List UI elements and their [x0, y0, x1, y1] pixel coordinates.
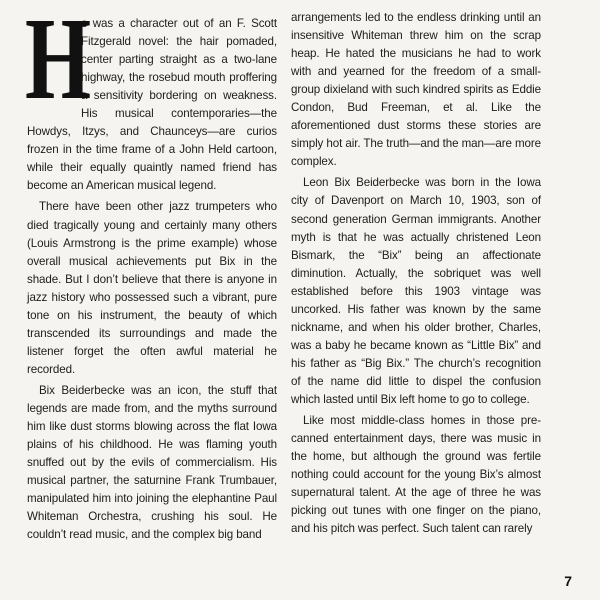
- paragraph: Leon Bix Beiderbecke was born in the Iowa city of Davenport on March 10, 1903, son of second generation German immigrants. Another myth is that he was actually christened Leon Bismark, the “Bix” being an affectionate diminution. Actually, the sobriquet was well established before this 1903 vintage was uncorked. His father was known by the same nickname, and when his older brother, Charles, was a baby he became known as “Little Bix” and his father as “Big Bix.” The church’s recognition of the name did little to dispel the confusion which lasted until Bix left home to go to college.: [291, 176, 541, 406]
- paragraph: arrangements led to the endless drinking until an insensitive Whiteman threw him on the scrap heap. He hated the musicians he had to work with and yearned for the freedom of a small-group dixieland with such kindred spirits as Eddie Condon, Bud Freeman, et al. Like the aforementioned dust storms these stories are simply hot air. The truth—and the man—are more complex.: [291, 11, 541, 169]
- paragraph: Like most middle-class homes in those pre-canned entertainment days, there was music in the home, but although the ground was fertile nothing could account for the young Bix’s almost supernatural talent. At the age of three he was picking out tunes with one finger on the piano, and his pitch was perfect. Such talent can rarely: [291, 414, 541, 536]
- paragraph: Bix Beiderbecke was an icon, the stuff that legends are made from, and the myths surround him like dust storms blowing across the flat Iowa plains of his childhood. He was flaming youth snuffed out by the evils of commercialism. His musical partner, the saturnine Frank Trumbauer, manipulated him into joining the elephantine Paul Whiteman Orchestra, crushing his soul. He couldn’t read music, and the complex big band: [27, 383, 277, 542]
- drop-cap: H: [25, 0, 92, 124]
- paragraph: There have been other jazz trumpeters who died tragically young and certainly many others (Louis Armstrong is the prime example) whose overall musical achievements put Bix in the shade. But I don’t believe that there is anyone in jazz history who possessed such a vibrant, pure tone on his instrument, the beauty of which transcended its surroundings and made the listener forget the often awful material he recorded.: [27, 200, 277, 376]
- left-column: [25, 0, 277, 544]
- paragraph: e was a character out of an F. Scott Fitzgerald novel: the hair pomaded, center parting straight as a two-lane highway, the rosebud mouth proffering a sensitivity bordering on weakness. His musical contemporaries—the Howdys, Itzys, and Chaunceys—are curios frozen in the time frame of a John Held cartoon, while their equally quaintly named friend has become an American musical legend.: [27, 17, 277, 193]
- page-number: 7: [564, 573, 572, 589]
- right-column: [291, 9, 541, 538]
